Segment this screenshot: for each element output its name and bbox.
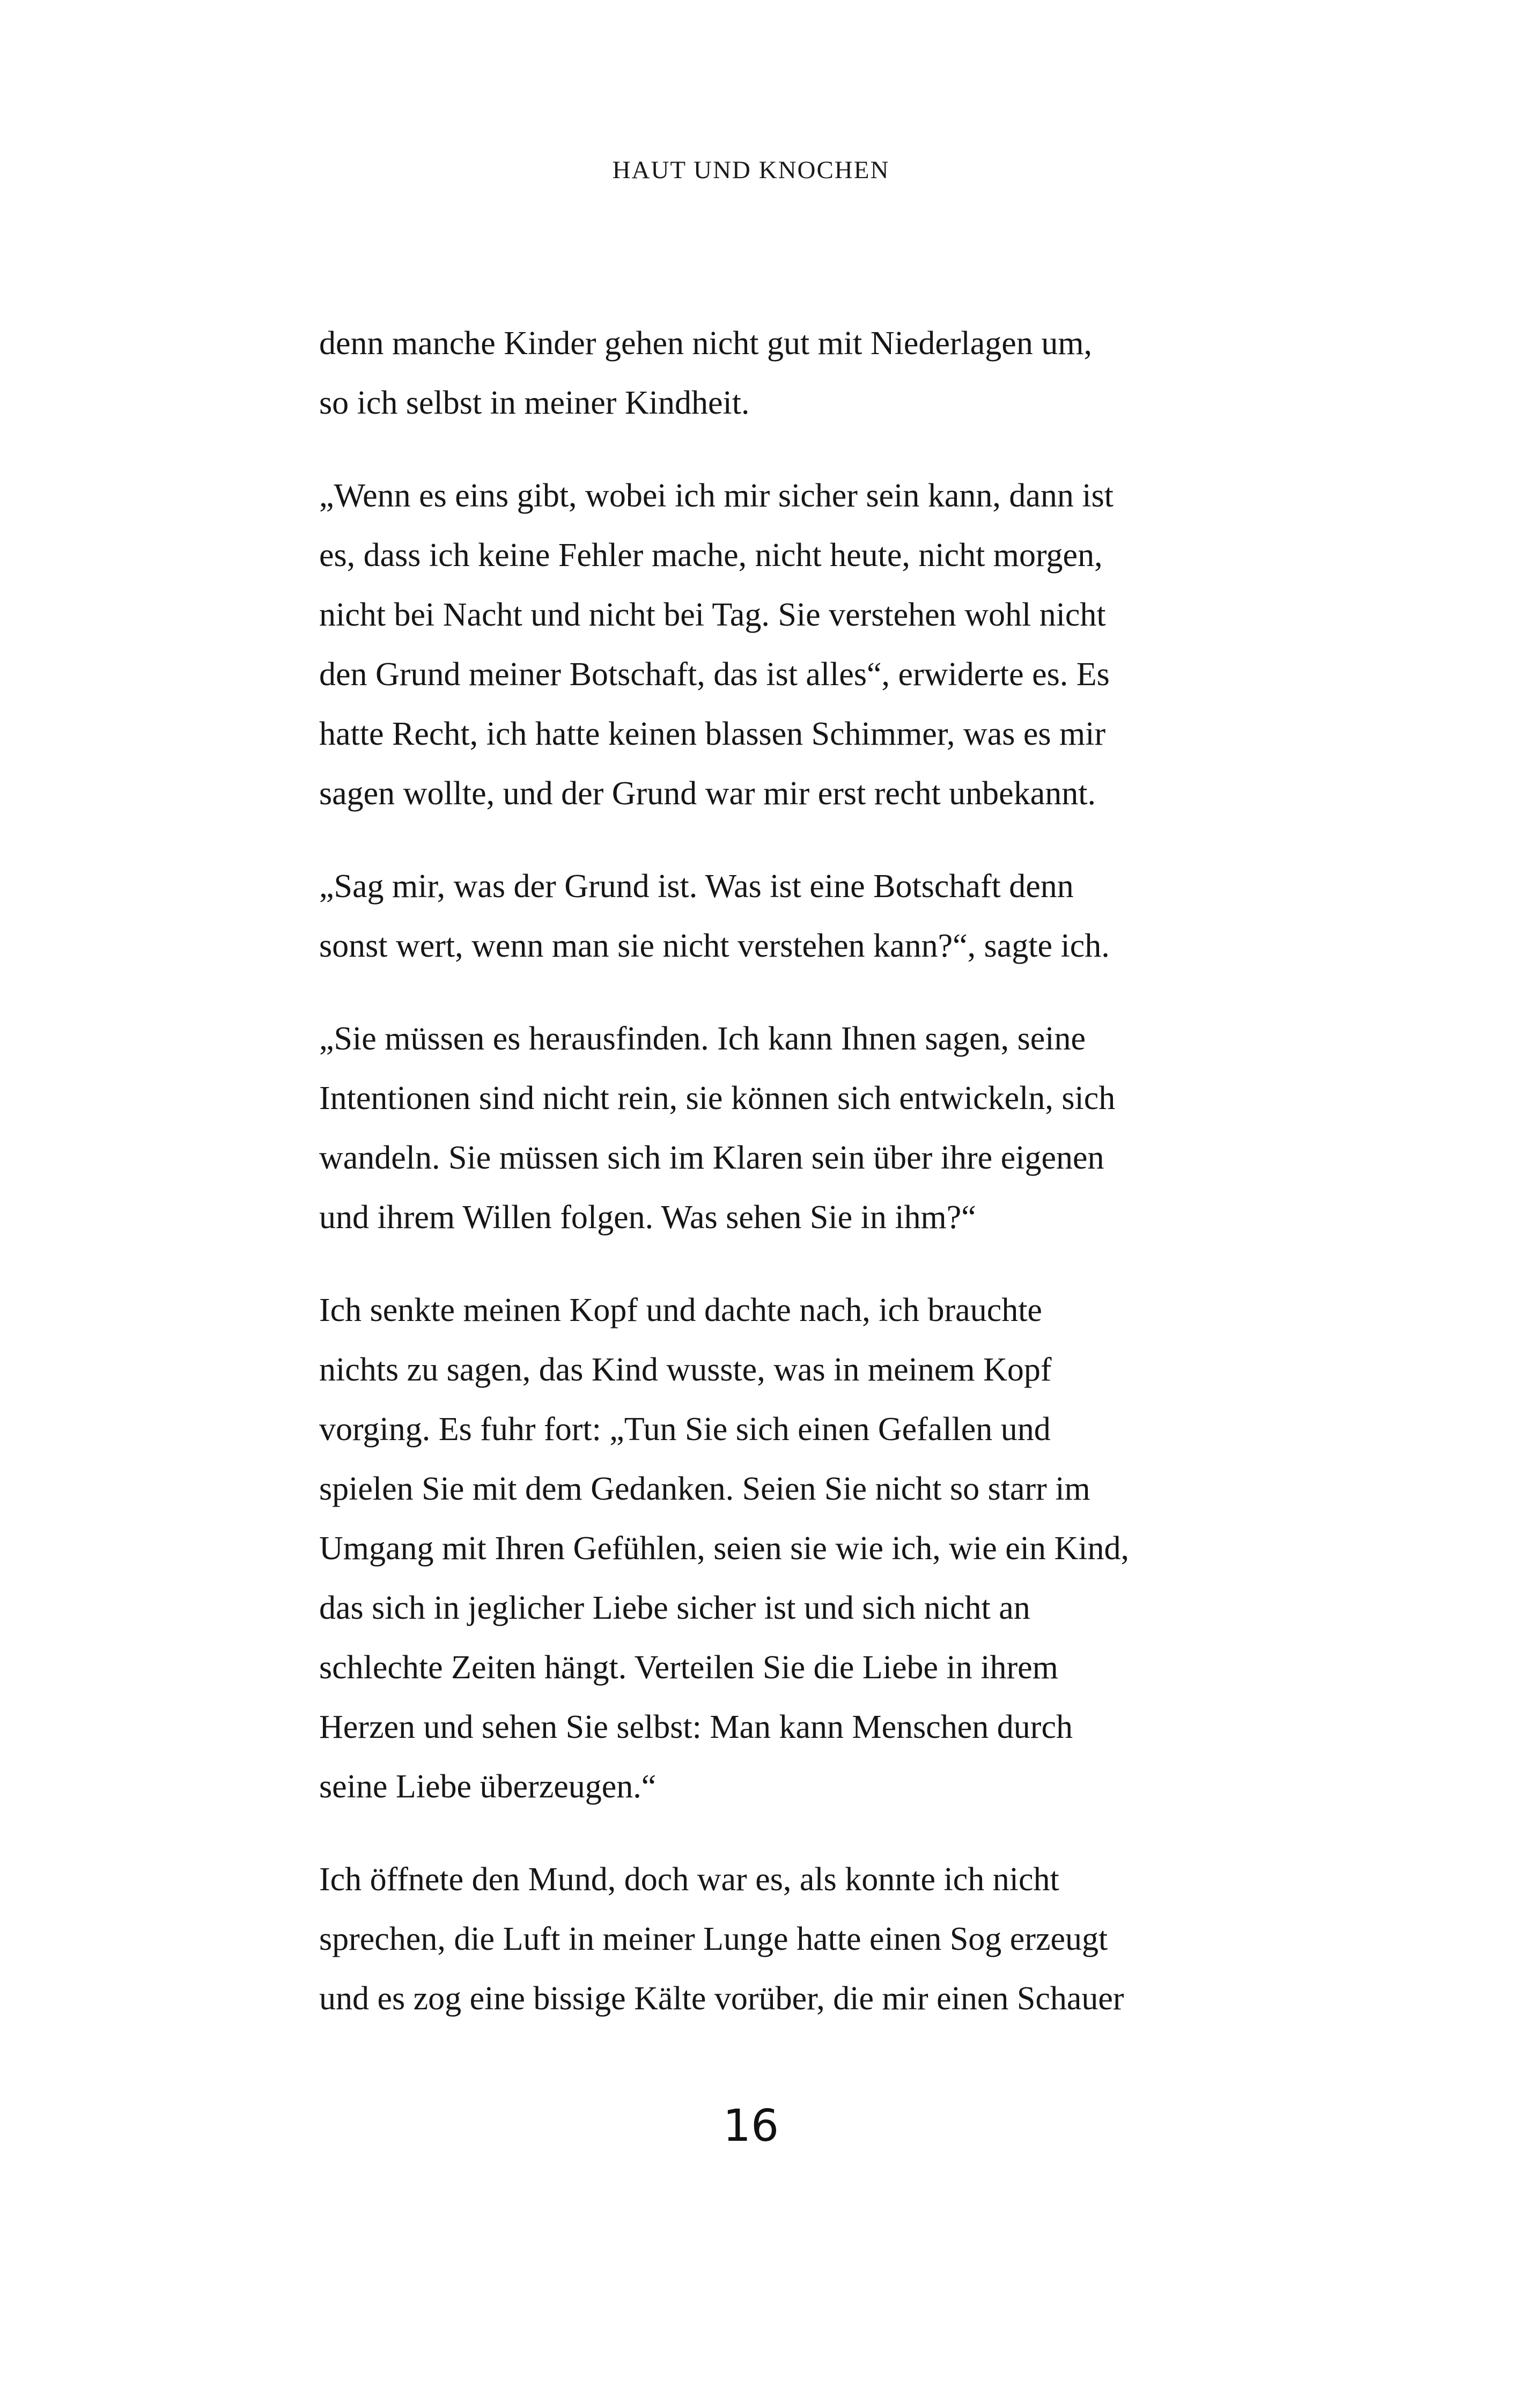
- text-line: seine Liebe überzeugen.“: [319, 1768, 657, 1805]
- text-line: so ich selbst in meiner Kindheit.: [319, 385, 750, 421]
- text-line: sagen wollte, und der Grund war mir erst recht unbekannt.: [319, 775, 1096, 812]
- text-line: nichts zu sagen, das Kind wusste, was in meinem Kopf: [319, 1352, 1052, 1388]
- text-line: sonst wert, wenn man sie nicht verstehen kann?“, sagte ich.: [319, 928, 1110, 964]
- text-line: hatte Recht, ich hatte keinen blassen Schimmer, was es mir: [319, 716, 1106, 752]
- text-line: das sich in jeglicher Liebe sicher ist und sich nicht an: [319, 1590, 1030, 1626]
- text-line: Intentionen sind nicht rein, sie können sich entwickeln, sich: [319, 1080, 1116, 1117]
- text-line: spielen Sie mit dem Gedanken. Seien Sie nicht so starr im: [319, 1471, 1090, 1507]
- running-header: HAUT UND KNOCHEN: [612, 156, 890, 184]
- body-text: [319, 314, 1210, 2062]
- text-line: den Grund meiner Botschaft, das ist alles“, erwiderte es. Es: [319, 656, 1110, 693]
- paragraph: [319, 1281, 1210, 1817]
- paragraph: [319, 1009, 1210, 1247]
- text-line: „Sie müssen es herausfinden. Ich kann Ihnen sagen, seine: [319, 1021, 1086, 1057]
- text-line: es, dass ich keine Fehler mache, nicht heute, nicht morgen,: [319, 537, 1103, 574]
- text-line: und es zog eine bissige Kälte vorüber, die mir einen Schauer: [319, 1980, 1124, 2017]
- text-line: Ich senkte meinen Kopf und dachte nach, ich brauchte: [319, 1292, 1042, 1328]
- text-line: und ihrem Willen folgen. Was sehen Sie in ihm?“: [319, 1199, 976, 1236]
- text-line: vorging. Es fuhr fort: „Tun Sie sich einen Gefallen und: [319, 1411, 1051, 1448]
- text-line: Herzen und sehen Sie selbst: Man kann Menschen durch: [319, 1709, 1073, 1745]
- paragraph: [319, 314, 1210, 433]
- text-line: sprechen, die Luft in meiner Lunge hatte einen Sog erzeugt: [319, 1921, 1108, 1957]
- paragraph: [319, 1850, 1210, 2029]
- text-line: Ich öffnete den Mund, doch war es, als konnte ich nicht: [319, 1861, 1059, 1898]
- text-line: wandeln. Sie müssen sich im Klaren sein über ihre eigenen: [319, 1140, 1104, 1176]
- text-line: nicht bei Nacht und nicht bei Tag. Sie verstehen wohl nicht: [319, 597, 1106, 633]
- text-line: denn manche Kinder gehen nicht gut mit Niederlagen um,: [319, 325, 1093, 362]
- paragraph: [319, 466, 1210, 824]
- paragraph: [319, 857, 1210, 976]
- text-line: schlechte Zeiten hängt. Verteilen Sie die Liebe in ihrem: [319, 1649, 1058, 1686]
- text-line: Umgang mit Ihren Gefühlen, seien sie wie ich, wie ein Kind,: [319, 1530, 1129, 1567]
- text-line: „Wenn es eins gibt, wobei ich mir sicher sein kann, dann ist: [319, 478, 1114, 514]
- page-number: 16: [722, 2101, 779, 2152]
- text-line: „Sag mir, was der Grund ist. Was ist eine Botschaft denn: [319, 868, 1074, 905]
